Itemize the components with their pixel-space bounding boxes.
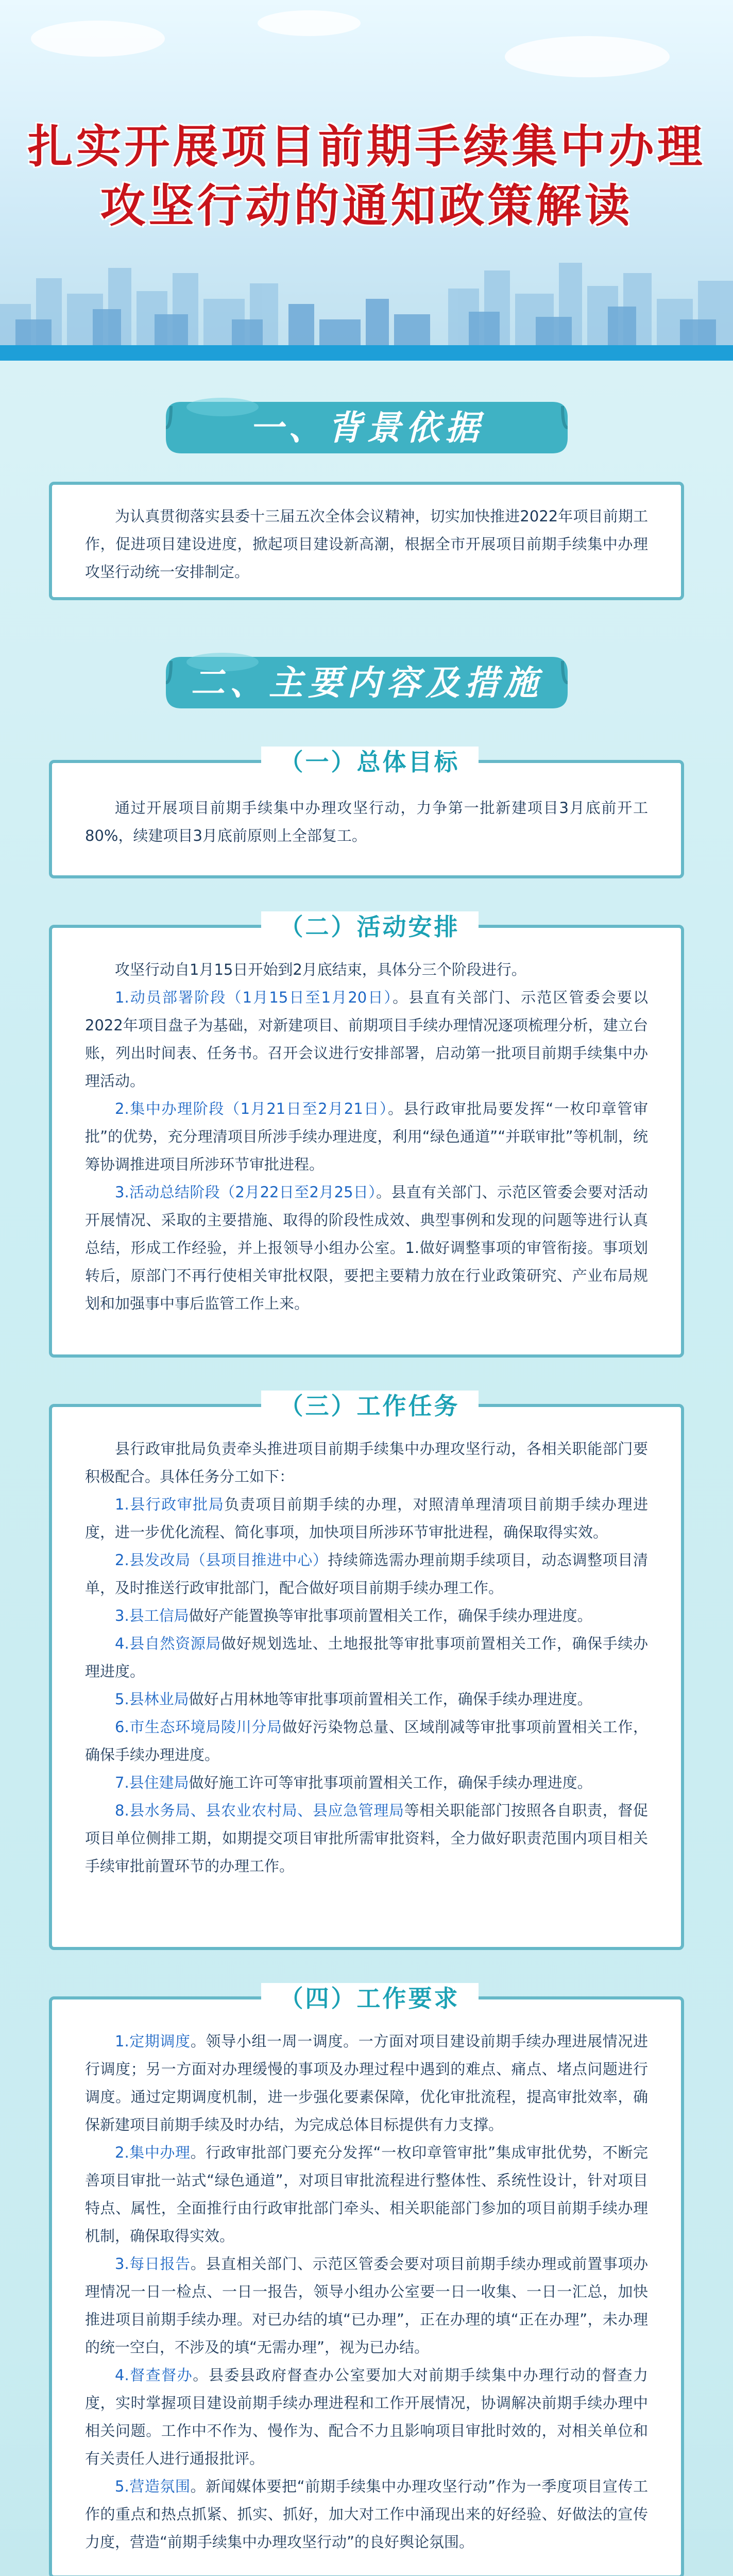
goal-box [49,748,684,878]
task-item: 1.县行政审批局负责项目前期手续的办理，对照清单理清项目前期手续办理进度，进一步优化流程、简化事项，加快项目所涉环节审批进程，确保取得实效。 [85,1496,648,1541]
stage-item: 3.活动总结阶段（2月22日至2月25日）。县直有关部门、示范区管委会要对活动开展情况、采取的主要措施、取得的阶段性成效、典型事例和发现的问题等进行认真总结，形成工作经验，并上报领导小组办公室。1.做好调整事项的审管衔接。事项划转后，原部门不再行使相关审批权限，要把主要精力放在行业政策研究、产业布局规划和加强事中事后监管工作上来。 [85,1183,648,1312]
section-heading-background: 一、背景依据 [249,408,484,448]
subheading-tasks: （三）工作任务 [261,1391,479,1421]
task-org: 8.县水务局、县农业农村局、县应急管理局 [115,1802,404,1819]
requirement-title: 3.每日报告 [115,2255,191,2273]
page-header [0,0,733,361]
stage-title: 1.动员部署阶段（1月15日至1月20日） [115,989,393,1006]
task-item: 2.县发改局（县项目推进中心）持续筛选需办理前期手续项目，动态调整项目清单，及时推送行政审批部门，配合做好项目前期手续办理工作。 [85,1551,648,1597]
task-org: 2.县发改局（县项目推进中心） [115,1551,328,1569]
requirement-item: 1.定期调度。领导小组一周一调度。一方面对项目建设前期手续办理进展情况进行调度；另一方面对办理缓慢的事项及办理过程中遇到的难点、痛点、堵点问题进行调度。通过定期调度机制，进一步强化要素保障，优化审批流程，提高审批效率，确保新建项目前期手续及时办结，为完成总体目标提供有力支撑。 [85,2032,648,2133]
task-item: 6.市生态环境局陵川分局做好污染物总量、区域削减等审批事项前置相关工作，确保手续办理进度。 [85,1718,648,1764]
task-org: 1.县行政审批局 [115,1496,225,1513]
task-org: 4.县自然资源局 [115,1635,221,1652]
schedule-intro: 攻坚行动自1月15日开始到2月底结束，具体分三个阶段进行。 [115,961,526,978]
task-item: 5.县林业局做好占用林地等审批事项前置相关工作，确保手续办理进度。 [115,1690,592,1708]
task-org: 7.县住建局 [115,1774,189,1791]
city-skyline-illustration [0,242,733,361]
goal-text: 通过开展项目前期手续集中办理攻坚行动，力争第一批新建项目3月底前开工80%，续建项目3月底前原则上全部复工。 [85,799,648,844]
requirement-title: 4.督查督办 [115,2366,193,2384]
tasks-intro: 县行政审批局负责牵头推进项目前期手续集中办理攻坚行动，各相关职能部门要积极配合。具体任务分工如下： [85,1440,648,1485]
stage-title: 3.活动总结阶段（2月22日至2月25日） [115,1183,377,1201]
requirement-item: 3.每日报告。县直相关部门、示范区管委会要对项目前期手续办理或前置事项办理情况一日一检点、一日一报告，领导小组办公室要一日一收集、一日一汇总，加快推进项目前期手续办理。对已办结的填“已办理”，正在办理的填“正在办理”，未办理的统一空白，不涉及的填“无需办理”，视为已办结。 [85,2255,648,2356]
requirements-box [49,1985,684,2576]
tree-landscape-illustration [0,2524,733,2576]
task-item: 4.县自然资源局做好规划选址、土地报批等审批事项前置相关工作，确保手续办理进度。 [85,1635,648,1680]
task-item: 7.县住建局做好施工许可等审批事项前置相关工作，确保手续办理进度。 [115,1774,592,1791]
requirement-item: 5.营造氛围。新闻媒体要把“前期手续集中办理攻坚行动”作为一季度项目宣传工作的重点和热点抓紧、抓实、抓好，加大对工作中涌现出来的好经验、好做法的宣传力度，营造“前期手续集中办理攻坚行动”的良好舆论氛围。 [85,2478,648,2551]
subheading-schedule: （二）活动安排 [261,911,479,942]
cloud-decoration [258,10,361,36]
task-org: 5.县林业局 [115,1690,189,1708]
stage-item: 1.动员部署阶段（1月15日至1月20日）。县直有关部门、示范区管委会要以2022年项目盘子为基础，对新建项目、前期项目手续办理情况逐项梳理分析，建立台账，列出时间表、任务书。召开会议进行安排部署，启动第一批项目前期手续集中办理活动。 [85,989,648,1090]
requirement-title: 2.集中办理 [115,2144,191,2161]
subheading-requirements: （四）工作要求 [261,1983,479,2014]
stage-title: 2.集中办理阶段（1月21日至2月21日） [115,1100,388,1117]
subheading-goal: （一）总体目标 [261,747,479,777]
task-org: 3.县工信局 [115,1607,189,1624]
section-banner-main-content [161,647,573,719]
page-title-line2: 攻坚行动的通知政策解读 [100,179,633,232]
requirement-title: 5.营造氛围 [115,2478,191,2495]
background-paragraph: 为认真贯彻落实县委十三届五次全体会议精神，切实加快推进2022年项目前期工作，促进项目建设进度，掀起项目建设新高潮，根据全市开展项目前期手续集中办理攻坚行动统一安排制定。 [85,507,648,581]
cloud-decoration [505,36,670,77]
requirement-item: 2.集中办理。行政审批部门要充分发挥“一枚印章管审批”集成审批优势，不断完善项目审批一站式“绿色通道”，对项目审批流程进行整体性、系统性设计，针对项目特点、属性，全面推行由行政审批部门牵头、相关职能部门参加的项目前期手续办理机制，确保取得实效。 [85,2144,648,2245]
cloud-decoration [31,21,165,57]
task-item: 3.县工信局做好产能置换等审批事项前置相关工作，确保手续办理进度。 [115,1607,592,1624]
task-org: 6.市生态环境局陵川分局 [115,1718,282,1736]
page-title-line1: 扎实开展项目前期手续集中办理 [27,120,706,173]
requirement-item: 4.督查督办。县委县政府督查办公室要加大对前期手续集中办理行动的督查力度，实时掌握项目建设前期手续办理进程和工作开展情况，协调解决前期手续办理中相关问题。工作中不作为、慢作为、配合不力且影响项目审批时效的，对相关单位和有关责任人进行通报批评。 [85,2366,648,2467]
background-box [49,482,684,600]
section-heading-main-content: 二、主要内容及措施 [191,663,543,703]
task-item: 8.县水务局、县农业农村局、县应急管理局等相关职能部门按照各自职责，督促项目单位侧排工期，如期提交项目审批所需审批资料，全力做好职责范围内项目相关手续审批前置环节的办理工作。 [85,1802,648,1875]
tasks-box [49,1392,684,1950]
stage-item: 2.集中办理阶段（1月21日至2月21日）。县行政审批局要发挥“一枚印章管审批”的优势，充分理清项目所涉手续办理进度，利用“绿色通道”“并联审批”等机制，统筹协调推进项目所涉环节审批进程。 [85,1100,648,1173]
section-banner-background [161,392,573,464]
requirement-title: 1.定期调度 [115,2032,191,2050]
schedule-box [49,913,684,1358]
